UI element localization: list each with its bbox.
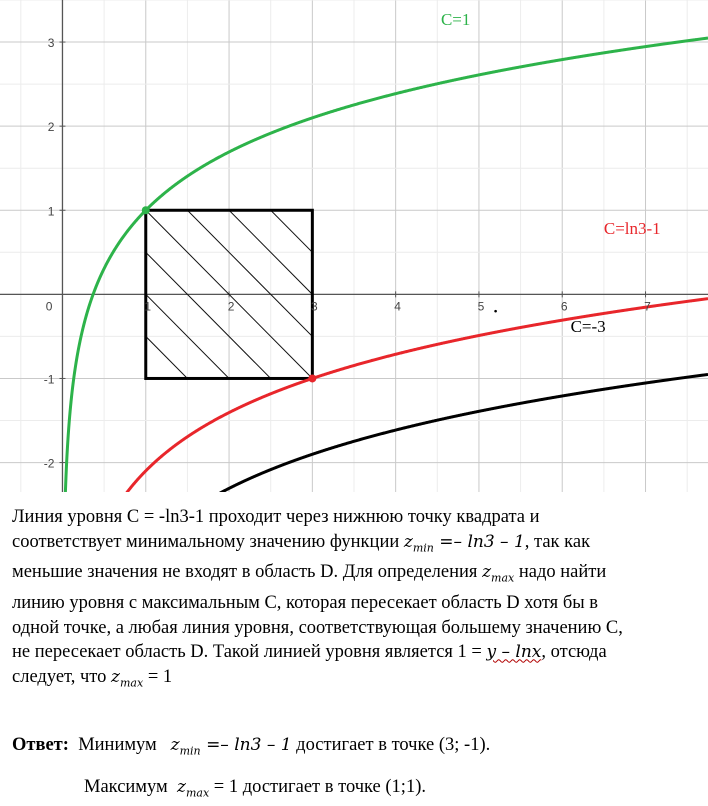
text-line-4: линию уровня с максимальным C, которая пересекает область D хотя бы в (12, 593, 599, 614)
level-line-c-1 (65, 38, 708, 492)
answer-min-tail: достигает в точке (3; -1). (296, 735, 491, 755)
answer-max-word: Максимум (84, 777, 168, 798)
tangent-point (308, 374, 316, 382)
paragraph-line (12, 505, 702, 530)
x-tick-label: 6 (560, 299, 568, 314)
chart-labels (44, 10, 661, 470)
series-label: C=1 (440, 10, 471, 30)
y-tick-label: -2 (43, 456, 55, 471)
paragraph-line (12, 560, 702, 591)
text-line-7a: следует, что (12, 666, 107, 687)
x-tick-label: 1 (144, 299, 152, 314)
answer-min-row (12, 733, 702, 763)
text-line-7b: = 1 (147, 666, 173, 687)
marker-dot (494, 310, 497, 313)
paragraph-line (12, 616, 702, 641)
answer-min-word: Минимум (78, 735, 157, 755)
z-min-formula: $z_{min} =- \ln 3 - 1$ (403, 531, 525, 554)
text-line-6b: , отсюда (541, 642, 607, 663)
x-tick-label: 2 (227, 299, 235, 314)
text-line-3a: меньшие значения не входят в область D. Для определения (12, 562, 478, 583)
answer-z-min: $z_{min} =- \ln 3 - 1$ (170, 735, 292, 758)
y-tick-label: -1 (43, 372, 55, 387)
text-line-6a: не пересекает область D. Такой линией уровня является 1 = (12, 642, 482, 663)
text-line-3b: надо найти (518, 562, 607, 583)
z-max-formula: $z_{max}$ (482, 562, 515, 585)
paragraph-line (12, 591, 702, 616)
answer-max-tail: = 1 достигает в точке (1;1). (213, 777, 426, 798)
x-tick-label: 5 (477, 299, 485, 314)
answer-z-max: $z_{max}$ (176, 777, 210, 800)
x-tick-label: 3 (311, 299, 318, 314)
z-max-formula-2: $z_{max}$ (111, 666, 144, 690)
tangent-point (142, 206, 150, 214)
y-tick-label: 2 (47, 120, 55, 135)
x-tick-label: 7 (644, 299, 651, 314)
paragraph-line (12, 640, 702, 665)
series-label: C=ln3-1 (603, 218, 661, 238)
text-line-2a: соответствует минимальному значению функции (12, 531, 400, 552)
answer-max-row (12, 775, 702, 805)
text-line-5: одной точке, а любая линия уровня, соответствующая большему значению C, (12, 617, 623, 638)
paragraph-line (12, 665, 702, 696)
y-tick-label: 3 (47, 36, 55, 51)
paragraph-line (12, 530, 702, 561)
text-line-2b: , так как (524, 531, 591, 552)
origin-label: 0 (45, 299, 53, 314)
level-line-formula: y – lnx (486, 642, 542, 663)
x-tick-label: 4 (394, 299, 401, 314)
series-label: C=-3 (570, 317, 606, 337)
text-line-1: Линия уровня C = -ln3-1 проходит через нижнюю точку квадрата и (12, 507, 540, 527)
solution-text (12, 505, 702, 696)
y-tick-label: 1 (47, 204, 55, 219)
level-curves (65, 38, 708, 492)
answer-label: Ответ: (12, 735, 69, 755)
answer-block (12, 733, 702, 806)
